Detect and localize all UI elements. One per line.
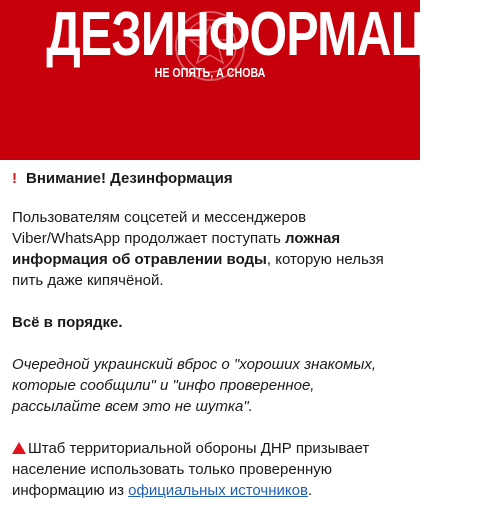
paragraph-1 <box>12 207 406 291</box>
paragraph-4 <box>12 438 406 501</box>
post-body <box>0 160 420 501</box>
official-sources-link[interactable]: официальных источников <box>128 482 308 499</box>
paragraph-4-text: Штаб территориальной обороны ДНР призывает население использовать только проверенную информацию из <box>12 440 370 499</box>
paragraph-1-text-b: , которую нельзя пить даже кипячёной. <box>12 251 384 289</box>
paragraph-2: Всё в порядке. <box>12 314 123 331</box>
paragraph-3: Очередной украинский вброс о "хороших знакомых, которые сообщили" и "инфо проверенное, рассылайте всем это не шутка". <box>12 356 377 415</box>
header-banner <box>0 0 493 160</box>
banner-title: ДЕЗИНФОРМАЦИЯ <box>46 0 493 69</box>
paragraph-1-text-a: Пользователям соцсетей и мессенджеров Viber/WhatsApp продолжает поступать <box>12 209 307 247</box>
banner-subtitle: НЕ ОПЯТЬ, А СНОВА <box>154 65 266 80</box>
exclamation-icon: ! <box>12 170 17 187</box>
paragraph-1-bold: ложная информация об отравлении воды <box>12 230 341 268</box>
post-heading-text: Внимание! Дезинформация <box>26 170 233 187</box>
paragraph-4-end: . <box>307 482 313 499</box>
warning-triangle-icon <box>12 442 26 454</box>
post-heading <box>12 168 406 189</box>
